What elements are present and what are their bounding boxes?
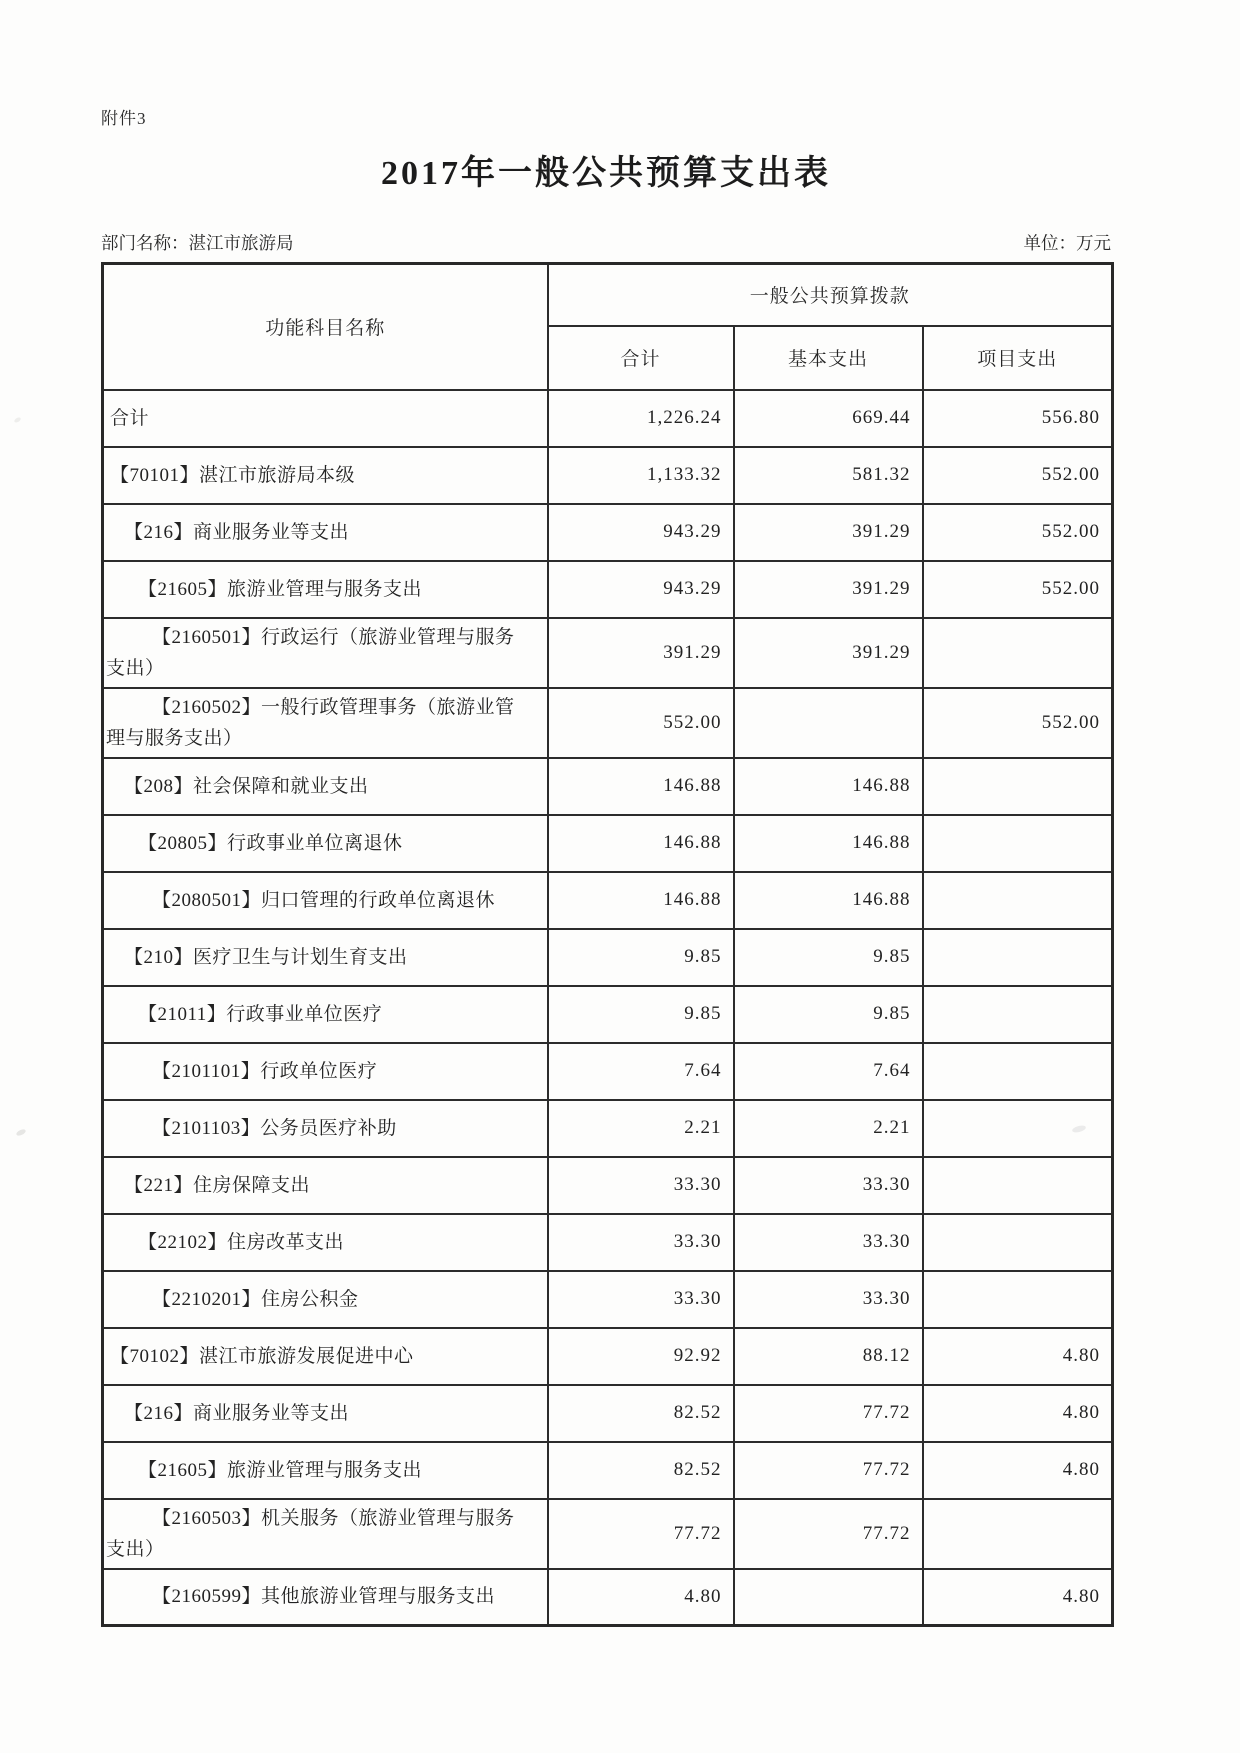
table-row (103, 1271, 1113, 1328)
table-row (103, 1100, 1113, 1157)
function-subject-cell: 【21605】旅游业管理与服务支出 (103, 561, 548, 618)
project-expenditure-cell: 4.80 (923, 1385, 1113, 1442)
table-row (103, 1442, 1113, 1499)
total-cell: 33.30 (548, 1271, 734, 1328)
project-expenditure-cell: 552.00 (923, 561, 1113, 618)
total-cell: 82.52 (548, 1442, 734, 1499)
header-general-public-budget-appropriation: 一般公共预算拨款 (548, 264, 1113, 326)
total-cell: 77.72 (548, 1499, 734, 1569)
total-cell: 943.29 (548, 504, 734, 561)
project-expenditure-cell (923, 872, 1113, 929)
table-row (103, 1569, 1113, 1626)
header-function-subject: 功能科目名称 (103, 264, 548, 390)
scan-artifact (15, 1128, 26, 1137)
function-subject-cell: 【21605】旅游业管理与服务支出 (103, 1442, 548, 1499)
project-expenditure-cell (923, 758, 1113, 815)
project-expenditure-cell (923, 815, 1113, 872)
table-row (103, 390, 1113, 447)
total-cell: 552.00 (548, 688, 734, 758)
basic-expenditure-cell: 77.72 (734, 1385, 923, 1442)
basic-expenditure-cell: 33.30 (734, 1214, 923, 1271)
project-expenditure-cell: 4.80 (923, 1328, 1113, 1385)
function-subject-cell: 【70102】湛江市旅游发展促进中心 (103, 1328, 548, 1385)
function-subject-cell: 【2080501】归口管理的行政单位离退休 (103, 872, 548, 929)
function-subject-cell: 【20805】行政事业单位离退休 (103, 815, 548, 872)
function-subject-cell: 【21011】行政事业单位医疗 (103, 986, 548, 1043)
table-row (103, 1214, 1113, 1271)
function-subject-cell: 【2160599】其他旅游业管理与服务支出 (103, 1569, 548, 1626)
project-expenditure-cell: 552.00 (923, 688, 1113, 758)
basic-expenditure-cell: 7.64 (734, 1043, 923, 1100)
basic-expenditure-cell: 88.12 (734, 1328, 923, 1385)
basic-expenditure-cell: 669.44 (734, 390, 923, 447)
table-row (103, 1043, 1113, 1100)
function-subject-cell: 【208】社会保障和就业支出 (103, 758, 548, 815)
document-body (101, 0, 1111, 1627)
basic-expenditure-cell: 33.30 (734, 1271, 923, 1328)
page-title: 2017年一般公共预算支出表 (381, 155, 831, 192)
table-row (103, 758, 1113, 815)
project-expenditure-cell (923, 1157, 1113, 1214)
function-subject-cell: 【216】商业服务业等支出 (103, 1385, 548, 1442)
project-expenditure-cell: 552.00 (923, 447, 1113, 504)
function-subject-cell: 【2160502】一般行政管理事务（旅游业管理与服务支出） (103, 688, 548, 758)
basic-expenditure-cell: 9.85 (734, 929, 923, 986)
function-subject-cell: 合计 (103, 390, 548, 447)
table-row (103, 1157, 1113, 1214)
project-expenditure-cell: 552.00 (923, 504, 1113, 561)
total-cell: 1,226.24 (548, 390, 734, 447)
function-subject-cell: 【2101103】公务员医疗补助 (103, 1100, 548, 1157)
total-cell: 92.92 (548, 1328, 734, 1385)
table-row (103, 561, 1113, 618)
total-cell: 9.85 (548, 929, 734, 986)
budget-expenditure-table (101, 262, 1114, 1627)
total-cell: 943.29 (548, 561, 734, 618)
total-cell: 146.88 (548, 872, 734, 929)
project-expenditure-cell (923, 618, 1113, 688)
table-row (103, 447, 1113, 504)
basic-expenditure-cell (734, 1569, 923, 1626)
table-body (103, 390, 1113, 1626)
total-cell: 33.30 (548, 1157, 734, 1214)
function-subject-cell: 【221】住房保障支出 (103, 1157, 548, 1214)
total-cell: 82.52 (548, 1385, 734, 1442)
table-row (103, 504, 1113, 561)
basic-expenditure-cell: 391.29 (734, 561, 923, 618)
basic-expenditure-cell: 2.21 (734, 1100, 923, 1157)
scan-artifact (13, 417, 21, 424)
department-name-label: 部门名称：湛江市旅游局 (101, 233, 294, 253)
basic-expenditure-cell: 77.72 (734, 1442, 923, 1499)
total-cell: 1,133.32 (548, 447, 734, 504)
table-row (103, 815, 1113, 872)
project-expenditure-cell (923, 1214, 1113, 1271)
project-expenditure-cell (923, 1043, 1113, 1100)
total-cell: 146.88 (548, 815, 734, 872)
basic-expenditure-cell: 9.85 (734, 986, 923, 1043)
basic-expenditure-cell: 146.88 (734, 758, 923, 815)
total-cell: 7.64 (548, 1043, 734, 1100)
header-project-expenditure: 项目支出 (923, 326, 1113, 390)
basic-expenditure-cell (734, 688, 923, 758)
total-cell: 9.85 (548, 986, 734, 1043)
basic-expenditure-cell: 33.30 (734, 1157, 923, 1214)
table-row (103, 929, 1113, 986)
header-group-row (103, 264, 1113, 326)
table-row (103, 1499, 1113, 1569)
function-subject-cell: 【216】商业服务业等支出 (103, 504, 548, 561)
basic-expenditure-cell: 581.32 (734, 447, 923, 504)
project-expenditure-cell: 556.80 (923, 390, 1113, 447)
basic-expenditure-cell: 146.88 (734, 815, 923, 872)
table-row (103, 1328, 1113, 1385)
table-row (103, 1385, 1113, 1442)
project-expenditure-cell (923, 1271, 1113, 1328)
table-meta-row (101, 230, 1111, 255)
function-subject-cell: 【2160503】机关服务（旅游业管理与服务支出） (103, 1499, 548, 1569)
header-basic-expenditure: 基本支出 (734, 326, 923, 390)
function-subject-cell: 【2210201】住房公积金 (103, 1271, 548, 1328)
total-cell: 391.29 (548, 618, 734, 688)
project-expenditure-cell (923, 929, 1113, 986)
function-subject-cell: 【2101101】行政单位医疗 (103, 1043, 548, 1100)
table-row (103, 986, 1113, 1043)
basic-expenditure-cell: 391.29 (734, 504, 923, 561)
function-subject-cell: 【2160501】行政运行（旅游业管理与服务支出） (103, 618, 548, 688)
total-cell: 2.21 (548, 1100, 734, 1157)
total-cell: 33.30 (548, 1214, 734, 1271)
table-row (103, 618, 1113, 688)
attachment-label: 附件3 (101, 109, 147, 128)
header-total: 合计 (548, 326, 734, 390)
project-expenditure-cell: 4.80 (923, 1569, 1113, 1626)
basic-expenditure-cell: 77.72 (734, 1499, 923, 1569)
project-expenditure-cell (923, 986, 1113, 1043)
total-cell: 4.80 (548, 1569, 734, 1626)
function-subject-cell: 【210】医疗卫生与计划生育支出 (103, 929, 548, 986)
function-subject-cell: 【22102】住房改革支出 (103, 1214, 548, 1271)
total-cell: 146.88 (548, 758, 734, 815)
basic-expenditure-cell: 146.88 (734, 872, 923, 929)
project-expenditure-cell: 4.80 (923, 1442, 1113, 1499)
unit-label: 单位：万元 (1023, 233, 1111, 253)
basic-expenditure-cell: 391.29 (734, 618, 923, 688)
function-subject-cell: 【70101】湛江市旅游局本级 (103, 447, 548, 504)
table-row (103, 688, 1113, 758)
project-expenditure-cell (923, 1499, 1113, 1569)
table-row (103, 872, 1113, 929)
